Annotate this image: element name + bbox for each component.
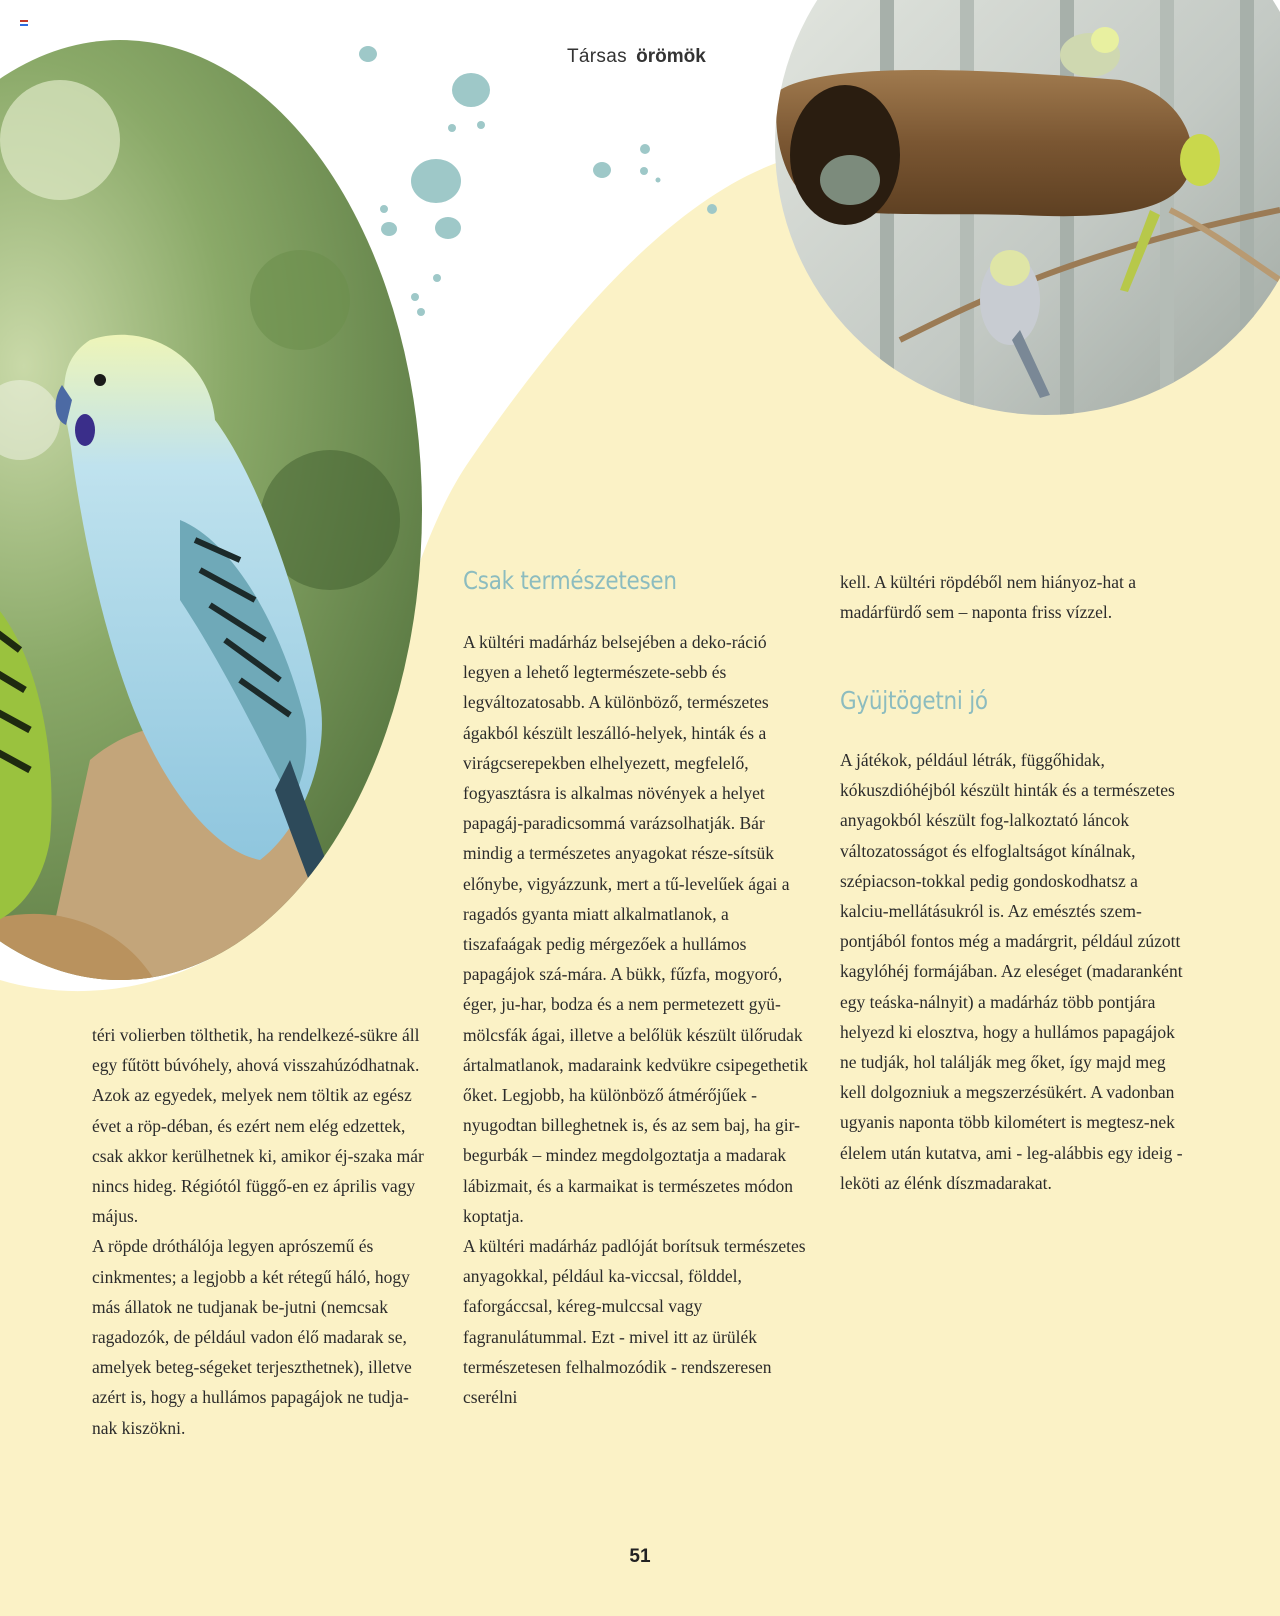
section-heading-natural: Csak természetesen bbox=[463, 566, 677, 595]
paragraph: A játékok, például létrák, függőhidak, kókuszdióhéjból készült hinták és a természetes anyagokból készült fog-lalkoztató láncok változatosságot és elfoglaltságot kínálnak, szépiacson-tokkal pedig gondoskodhatsz a kalciu-mellátásukról is. Az emésztés szem-pontjából fontos még a madárgrit, például zúzott kagylóhéj formájában. Az eleséget (madaranként egy teáska-nálnyit) a madárház több pontjára helyezd ki elosztva, hogy a hullámos papagájok ne tudják, hol találják meg őket, így majd meg kell dolgozniuk a megszerzésükért. A vadonban ugyanis naponta több kilométert is megtesz-nek élelem után kutatva, ami - leg-alábbis egy ideig - leköti az élénk díszmadarakat. bbox=[840, 750, 1183, 1193]
paragraph: A kültéri madárház belsejében a deko-ráció legyen a lehető legtermészete-sebb és legváltozatosabb. A különböző, természetes ágakból készült leszálló-helyek, hinták és a virágcserepekben elhelyezett, megfelelő, fogyasztásra is alkalmas növények a helyet papagáj-paradicsommá varázsolhatják. Bár mindig a természetes anyagokat része-sítsük előnybe, vigyázzunk, mert a tű-levelűek ágai a ragadós gyanta miatt alkalmatlanok, a tiszafaágak pedig mérgezőek a hullámos papagájok szá-mára. A bükk, fűzfa, mogyoró, éger, ju-har, bodza és a nem permetezett gyü-mölcsfák ágai, illetve a belőlük készült ülőrudak ártalmatlanok, madaraink kedvükre csipegethetik őket. Legjobb, ha különböző átmérőjűek - nyugodtan billeghetnek is, és az sem baj, ha gir-begurbák – mindez megdolgoztatja a madarak lábizmait, és a karmaikat is természetes módon koptatja. bbox=[463, 632, 809, 1226]
text-column-2 bbox=[463, 627, 808, 1412]
section-header bbox=[567, 46, 706, 68]
section-header-light: Társas bbox=[567, 46, 627, 67]
section-heading-collecting: Gyüjtögetni jó bbox=[840, 686, 988, 715]
page-number: 51 bbox=[629, 1546, 651, 1567]
flag-icon bbox=[20, 20, 28, 26]
text-column-3 bbox=[840, 567, 1185, 627]
paragraph: téri volierben tölthetik, ha rendelkezé-sükre áll egy fűtött búvóhely, ahová visszahúzódhatnak. Azok az egyedek, melyek nem töltik az egész évet a röp-déban, és ezért nem elég edzettek, csak akkor kerülhetnek ki, amikor éj-szaka már nincs hideg. Régiótól függő-en ez április vagy május. bbox=[92, 1025, 424, 1227]
paragraph: A kültéri madárház padlóját borítsuk természetes anyagokkal, például ka-viccsal, földdel, faforgáccsal, kéreg-mulccsal vagy fagranulátummal. Ezt - mivel itt az ürülék természetesen felhalmozódik - rendszeresen cserélni bbox=[463, 1236, 806, 1408]
paragraph: A röpde dróthálója legyen aprószemű és cinkmentes; a legjobb a két rétegű háló, hogy más állatok ne tudjanak be-jutni (nemcsak ragadozók, de például vadon élő madarak se, amelyek beteg-ségeket terjeszthetnek), illetve azért is, hogy a hullámos papagájok ne tudja-nak kiszökni. bbox=[92, 1236, 412, 1438]
paragraph: kell. A kültéri röpdéből nem hiányoz-hat a madárfürdő sem – naponta friss vízzel. bbox=[840, 572, 1136, 623]
section-header-bold: örömök bbox=[636, 46, 706, 67]
text-column-1 bbox=[92, 1020, 432, 1443]
text-column-3b bbox=[840, 745, 1185, 1198]
